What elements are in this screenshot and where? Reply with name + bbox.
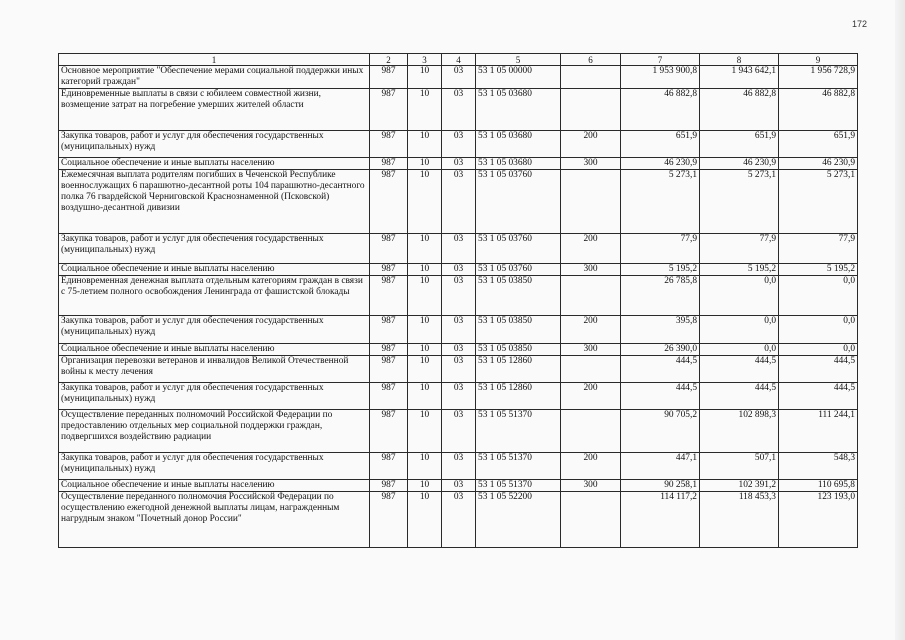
amount-year2-cell: 0,0 xyxy=(700,276,779,316)
column-header: 5 xyxy=(476,54,561,66)
amount-year1-cell: 5 195,2 xyxy=(621,264,700,276)
row-name-cell: Единовременные выплаты в связи с юбилеем совместной жизни, возмещение затрат на погребение умерших жителей области xyxy=(59,89,370,131)
amount-year3-cell: 110 695,8 xyxy=(779,480,858,492)
expense-type-cell: 300 xyxy=(561,480,621,492)
column-header: 4 xyxy=(442,54,476,66)
row-name-cell: Закупка товаров, работ и услуг для обеспечения государственных (муниципальных) нужд xyxy=(59,234,370,264)
expense-type-cell xyxy=(561,492,621,548)
section-cell: 10 xyxy=(408,234,442,264)
ved-cell: 987 xyxy=(370,383,408,410)
amount-year1-cell: 395,8 xyxy=(621,316,700,344)
row-name-cell: Осуществление переданного полномочия Российской Федерации по осуществлению ежегодной денежной выплаты лицам, награжденным нагрудным знаком "Почетный донор России" xyxy=(59,492,370,548)
expense-type-cell xyxy=(561,170,621,234)
amount-year1-cell: 444,5 xyxy=(621,356,700,383)
row-name-cell: Закупка товаров, работ и услуг для обеспечения государственных (муниципальных) нужд xyxy=(59,383,370,410)
expense-type-cell: 300 xyxy=(561,344,621,356)
target-article-cell: 53 1 05 03760 xyxy=(476,264,561,276)
column-header: 2 xyxy=(370,54,408,66)
ved-cell: 987 xyxy=(370,234,408,264)
expense-type-cell xyxy=(561,356,621,383)
amount-year2-cell: 77,9 xyxy=(700,234,779,264)
table-row xyxy=(59,316,858,344)
expense-type-cell xyxy=(561,66,621,89)
amount-year2-cell: 5 195,2 xyxy=(700,264,779,276)
amount-year1-cell: 1 953 900,8 xyxy=(621,66,700,89)
table-row xyxy=(59,234,858,264)
amount-year3-cell: 0,0 xyxy=(779,276,858,316)
expense-type-cell: 200 xyxy=(561,453,621,480)
row-name-cell: Организация перевозки ветеранов и инвалидов Великой Отечественной войны к месту лечения xyxy=(59,356,370,383)
ved-cell: 987 xyxy=(370,480,408,492)
amount-year1-cell: 26 390,0 xyxy=(621,344,700,356)
section-cell: 10 xyxy=(408,89,442,131)
ved-cell: 987 xyxy=(370,158,408,170)
column-header: 3 xyxy=(408,54,442,66)
amount-year2-cell: 0,0 xyxy=(700,344,779,356)
amount-year3-cell: 111 244,1 xyxy=(779,410,858,453)
amount-year1-cell: 90 705,2 xyxy=(621,410,700,453)
expense-type-cell: 300 xyxy=(561,158,621,170)
target-article-cell: 53 1 05 12860 xyxy=(476,383,561,410)
section-cell: 10 xyxy=(408,131,442,158)
subsection-cell: 03 xyxy=(442,316,476,344)
ved-cell: 987 xyxy=(370,264,408,276)
amount-year2-cell: 444,5 xyxy=(700,383,779,410)
amount-year3-cell: 0,0 xyxy=(779,316,858,344)
target-article-cell: 53 1 05 03680 xyxy=(476,158,561,170)
target-article-cell: 53 1 05 52200 xyxy=(476,492,561,548)
expense-type-cell: 200 xyxy=(561,131,621,158)
ved-cell: 987 xyxy=(370,276,408,316)
table-row xyxy=(59,453,858,480)
subsection-cell: 03 xyxy=(442,410,476,453)
expense-type-cell xyxy=(561,410,621,453)
row-name-cell: Социальное обеспечение и иные выплаты населению xyxy=(59,158,370,170)
subsection-cell: 03 xyxy=(442,356,476,383)
amount-year1-cell: 77,9 xyxy=(621,234,700,264)
table-row xyxy=(59,344,858,356)
section-cell: 10 xyxy=(408,264,442,276)
expense-type-cell: 200 xyxy=(561,316,621,344)
section-cell: 10 xyxy=(408,66,442,89)
table-row xyxy=(59,131,858,158)
amount-year1-cell: 46 230,9 xyxy=(621,158,700,170)
amount-year2-cell: 46 230,9 xyxy=(700,158,779,170)
row-name-cell: Ежемесячная выплата родителям погибших в Чеченской Республике военнослужащих 6 парашютно-десантной роты 104 парашютно-десантного полка 76 гвардейской Черниговской Краснознаменной (Псковской) воздушно-десантной дивизии xyxy=(59,170,370,234)
expense-type-cell: 200 xyxy=(561,234,621,264)
ved-cell: 987 xyxy=(370,356,408,383)
amount-year1-cell: 114 117,2 xyxy=(621,492,700,548)
target-article-cell: 53 1 05 51370 xyxy=(476,453,561,480)
section-cell: 10 xyxy=(408,344,442,356)
amount-year3-cell: 0,0 xyxy=(779,344,858,356)
subsection-cell: 03 xyxy=(442,480,476,492)
amount-year3-cell: 77,9 xyxy=(779,234,858,264)
table-row xyxy=(59,276,858,316)
section-cell: 10 xyxy=(408,492,442,548)
amount-year3-cell: 444,5 xyxy=(779,383,858,410)
amount-year2-cell: 651,9 xyxy=(700,131,779,158)
row-name-cell: Единовременная денежная выплата отдельным категориям граждан в связи с 75-летием полного освобождения Ленинграда от фашистской блокады xyxy=(59,276,370,316)
section-cell: 10 xyxy=(408,316,442,344)
target-article-cell: 53 1 05 03680 xyxy=(476,89,561,131)
amount-year2-cell: 102 391,2 xyxy=(700,480,779,492)
expense-type-cell xyxy=(561,89,621,131)
amount-year3-cell: 5 273,1 xyxy=(779,170,858,234)
target-article-cell: 53 1 05 03850 xyxy=(476,276,561,316)
subsection-cell: 03 xyxy=(442,383,476,410)
row-name-cell: Закупка товаров, работ и услуг для обеспечения государственных (муниципальных) нужд xyxy=(59,316,370,344)
amount-year1-cell: 444,5 xyxy=(621,383,700,410)
target-article-cell: 53 1 05 03850 xyxy=(476,316,561,344)
subsection-cell: 03 xyxy=(442,66,476,89)
section-cell: 10 xyxy=(408,356,442,383)
row-name-cell: Осуществление переданных полномочий Российской Федерации по предоставлению отдельных мер социальной поддержки граждан, подвергшихся воздействию радиации xyxy=(59,410,370,453)
expense-type-cell: 200 xyxy=(561,383,621,410)
table-row xyxy=(59,264,858,276)
row-name-cell: Закупка товаров, работ и услуг для обеспечения государственных (муниципальных) нужд xyxy=(59,131,370,158)
target-article-cell: 53 1 05 03850 xyxy=(476,344,561,356)
row-name-cell: Социальное обеспечение и иные выплаты населению xyxy=(59,264,370,276)
subsection-cell: 03 xyxy=(442,131,476,158)
ved-cell: 987 xyxy=(370,344,408,356)
target-article-cell: 53 1 05 00000 xyxy=(476,66,561,89)
subsection-cell: 03 xyxy=(442,170,476,234)
target-article-cell: 53 1 05 03760 xyxy=(476,170,561,234)
target-article-cell: 53 1 05 12860 xyxy=(476,356,561,383)
expense-type-cell xyxy=(561,276,621,316)
section-cell: 10 xyxy=(408,158,442,170)
column-header: 1 xyxy=(59,54,370,66)
subsection-cell: 03 xyxy=(442,158,476,170)
target-article-cell: 53 1 05 51370 xyxy=(476,480,561,492)
column-header: 9 xyxy=(779,54,858,66)
amount-year2-cell: 0,0 xyxy=(700,316,779,344)
table-row xyxy=(59,492,858,548)
column-header: 8 xyxy=(700,54,779,66)
amount-year3-cell: 444,5 xyxy=(779,356,858,383)
row-name-cell: Социальное обеспечение и иные выплаты населению xyxy=(59,344,370,356)
ved-cell: 987 xyxy=(370,316,408,344)
table-row xyxy=(59,89,858,131)
subsection-cell: 03 xyxy=(442,453,476,480)
section-cell: 10 xyxy=(408,383,442,410)
amount-year1-cell: 5 273,1 xyxy=(621,170,700,234)
table-row xyxy=(59,158,858,170)
section-cell: 10 xyxy=(408,453,442,480)
target-article-cell: 53 1 05 03760 xyxy=(476,234,561,264)
amount-year1-cell: 447,1 xyxy=(621,453,700,480)
table-row xyxy=(59,66,858,89)
amount-year1-cell: 46 882,8 xyxy=(621,89,700,131)
amount-year3-cell: 1 956 728,9 xyxy=(779,66,858,89)
subsection-cell: 03 xyxy=(442,89,476,131)
target-article-cell: 53 1 05 51370 xyxy=(476,410,561,453)
row-name-cell: Социальное обеспечение и иные выплаты населению xyxy=(59,480,370,492)
column-header: 6 xyxy=(561,54,621,66)
ved-cell: 987 xyxy=(370,410,408,453)
page-number: 172 xyxy=(852,19,868,29)
amount-year2-cell: 1 943 642,1 xyxy=(700,66,779,89)
row-name-cell: Закупка товаров, работ и услуг для обеспечения государственных (муниципальных) нужд xyxy=(59,453,370,480)
target-article-cell: 53 1 05 03680 xyxy=(476,131,561,158)
section-cell: 10 xyxy=(408,410,442,453)
table-row xyxy=(59,410,858,453)
amount-year2-cell: 507,1 xyxy=(700,453,779,480)
subsection-cell: 03 xyxy=(442,344,476,356)
amount-year1-cell: 651,9 xyxy=(621,131,700,158)
ved-cell: 987 xyxy=(370,131,408,158)
amount-year3-cell: 651,9 xyxy=(779,131,858,158)
row-name-cell: Основное мероприятие "Обеспечение мерами социальной поддержки иных категорий граждан" xyxy=(59,66,370,89)
table-row xyxy=(59,356,858,383)
subsection-cell: 03 xyxy=(442,264,476,276)
subsection-cell: 03 xyxy=(442,276,476,316)
table-row xyxy=(59,383,858,410)
amount-year2-cell: 5 273,1 xyxy=(700,170,779,234)
amount-year3-cell: 548,3 xyxy=(779,453,858,480)
ved-cell: 987 xyxy=(370,170,408,234)
ved-cell: 987 xyxy=(370,453,408,480)
ved-cell: 987 xyxy=(370,492,408,548)
amount-year3-cell: 46 230,9 xyxy=(779,158,858,170)
section-cell: 10 xyxy=(408,170,442,234)
budget-table xyxy=(58,53,858,548)
amount-year1-cell: 90 258,1 xyxy=(621,480,700,492)
amount-year3-cell: 123 193,0 xyxy=(779,492,858,548)
amount-year3-cell: 5 195,2 xyxy=(779,264,858,276)
ved-cell: 987 xyxy=(370,66,408,89)
scan-edge xyxy=(895,0,905,640)
ved-cell: 987 xyxy=(370,89,408,131)
amount-year2-cell: 444,5 xyxy=(700,356,779,383)
amount-year2-cell: 102 898,3 xyxy=(700,410,779,453)
expense-type-cell: 300 xyxy=(561,264,621,276)
amount-year3-cell: 46 882,8 xyxy=(779,89,858,131)
column-header: 7 xyxy=(621,54,700,66)
amount-year1-cell: 26 785,8 xyxy=(621,276,700,316)
amount-year2-cell: 46 882,8 xyxy=(700,89,779,131)
table-row xyxy=(59,480,858,492)
amount-year2-cell: 118 453,3 xyxy=(700,492,779,548)
section-cell: 10 xyxy=(408,276,442,316)
subsection-cell: 03 xyxy=(442,234,476,264)
table-row xyxy=(59,170,858,234)
section-cell: 10 xyxy=(408,480,442,492)
column-number-row xyxy=(59,54,858,66)
subsection-cell: 03 xyxy=(442,492,476,548)
